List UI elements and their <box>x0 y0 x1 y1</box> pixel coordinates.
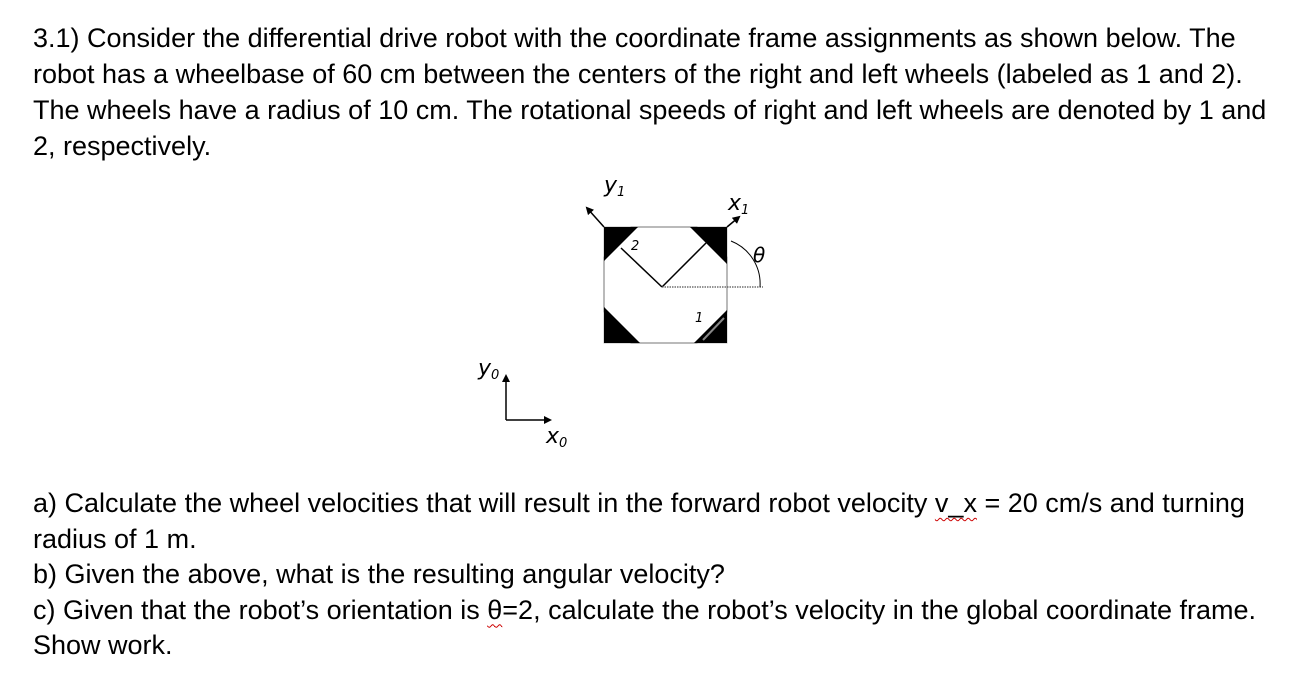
y0-label: y0 <box>478 356 500 383</box>
wheel-1-label: 1 <box>695 311 704 326</box>
question-a: a) Calculate the wheel velocities that will result in the forward robot velocity v_x = 20 cm/s and turning radius of 1 m. <box>33 488 1245 554</box>
y1-label: y1 <box>604 173 626 200</box>
x0-label: x0 <box>546 424 568 451</box>
x1-label: x1 <box>728 191 750 218</box>
questions-block <box>33 486 1283 664</box>
wheel-2-label: 2 <box>631 239 640 254</box>
question-c: c) Given that the robot’s orientation is θ=2, calculate the robot’s velocity in the global coordinate frame. Show work. <box>33 594 1256 660</box>
problem-statement: 3.1) Consider the differential drive robot with the coordinate frame assignments as shown below. The robot has a wheelbase of 60 cm between the centers of the right and left wheels (labeled as 1 and 2). The wheels have a radius of 10 cm. The rotational speeds of right and left wheels are denoted by 1 and 2, respectively. <box>33 23 1267 161</box>
x1-axis-arrow <box>727 217 739 227</box>
theta-label: θ <box>753 243 766 267</box>
question-b: b) Given the above, what is the resulting angular velocity? <box>33 559 725 589</box>
y1-axis-arrow <box>587 208 604 227</box>
